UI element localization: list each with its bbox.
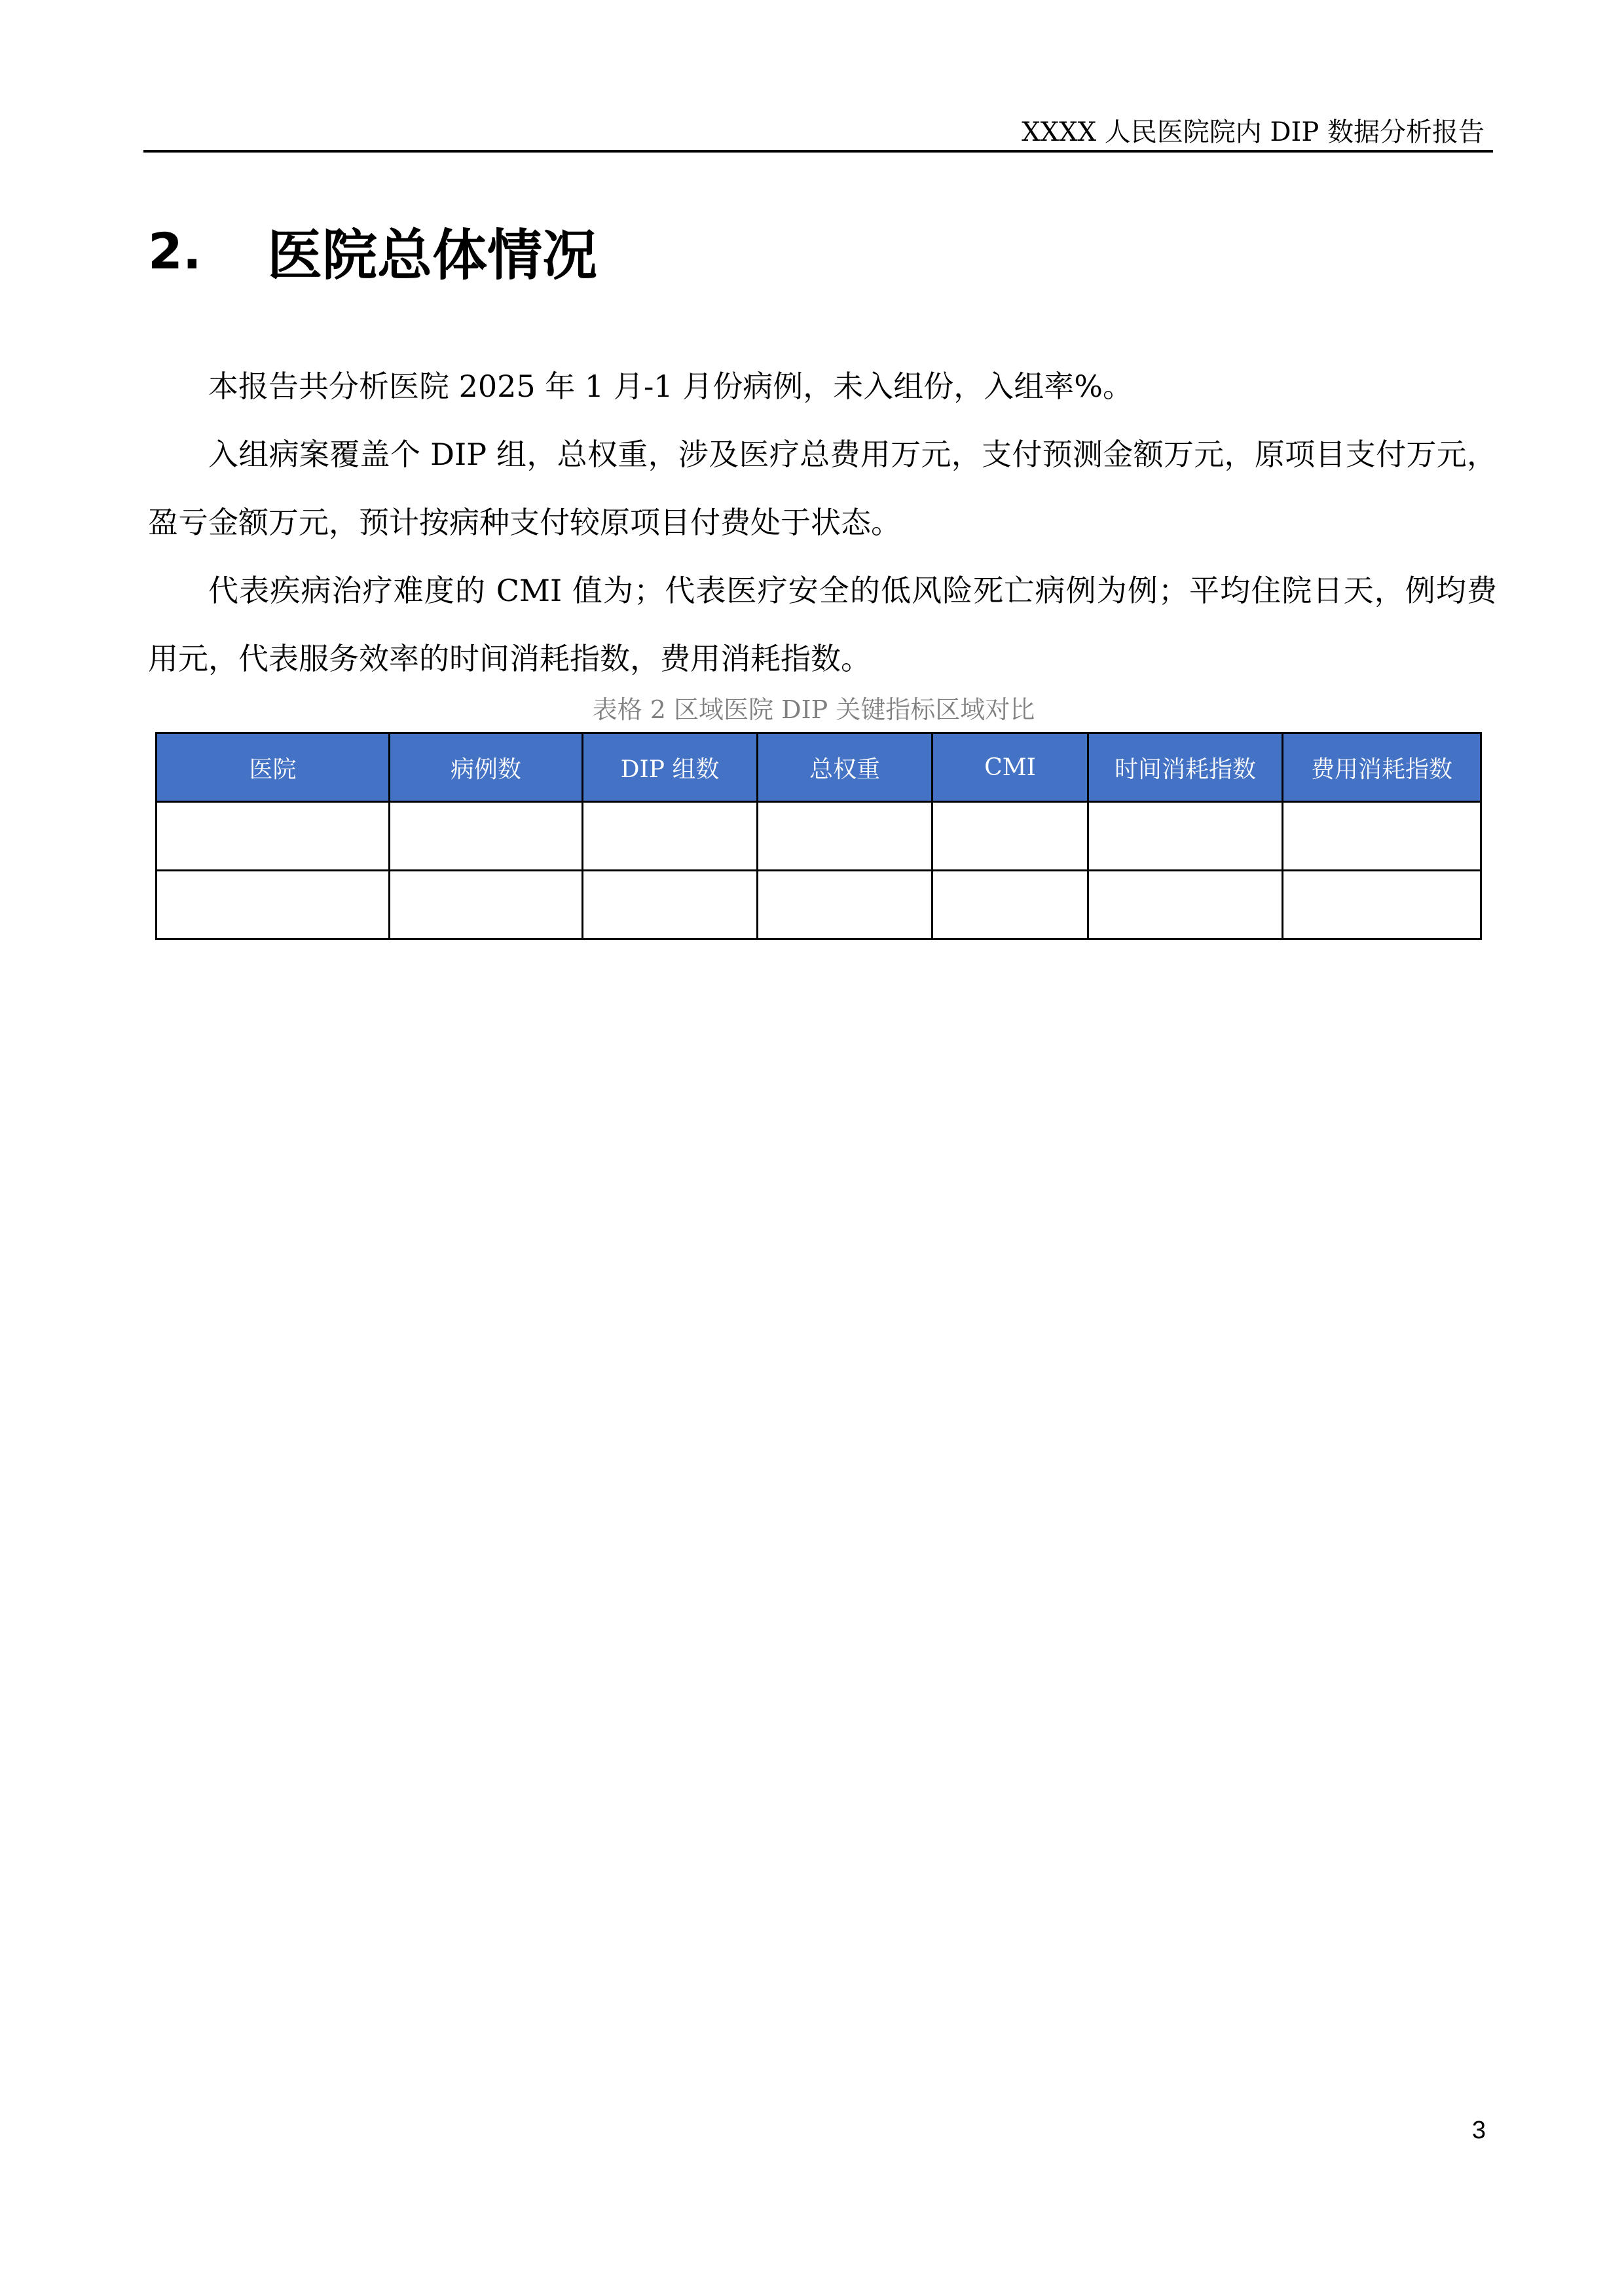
column-header-cmi: CMI xyxy=(932,733,1088,802)
table-cell xyxy=(157,871,390,939)
header-divider xyxy=(143,150,1493,153)
table-cell xyxy=(1088,802,1283,871)
table-row xyxy=(157,802,1481,871)
table-cell xyxy=(1283,871,1481,939)
body-text xyxy=(148,352,1497,693)
paragraph-case-summary: 本报告共分析医院 2025 年 1 月-1 月份病例，未入组份，入组率%。 xyxy=(208,369,1133,404)
page-header-title: XXXX 人民医院院内 DIP 数据分析报告 xyxy=(1022,117,1485,147)
column-header-time-index: 时间消耗指数 xyxy=(1088,733,1283,802)
table-cell xyxy=(932,871,1088,939)
table-row xyxy=(157,871,1481,939)
column-header-hospital: 医院 xyxy=(157,733,390,802)
table-cell xyxy=(758,871,932,939)
table-cell xyxy=(583,871,758,939)
table-caption: 表格 2 区域医院 DIP 关键指标区域对比 xyxy=(592,695,1035,724)
section-number: 2. xyxy=(148,221,202,280)
paragraph-group-coverage: 入组病案覆盖个 DIP 组，总权重，涉及医疗总费用万元，支付预测金额万元，原项目支付万元，盈亏金额万元，预计按病种支付较原项目付费处于状态。 xyxy=(148,437,1497,540)
table-cell xyxy=(932,802,1088,871)
column-header-cost-index: 费用消耗指数 xyxy=(1283,733,1481,802)
page-number: 3 xyxy=(1471,2117,1486,2144)
table-cell xyxy=(390,802,583,871)
table-header-row xyxy=(157,733,1481,802)
table-cell xyxy=(758,802,932,871)
column-header-case-count: 病例数 xyxy=(390,733,583,802)
table-cell xyxy=(1283,802,1481,871)
table-cell xyxy=(583,802,758,871)
table-cell xyxy=(1088,871,1283,939)
dip-comparison-table xyxy=(155,732,1482,940)
column-header-total-weight: 总权重 xyxy=(758,733,932,802)
table-cell xyxy=(390,871,583,939)
section-heading xyxy=(148,215,597,287)
table-cell xyxy=(157,802,390,871)
section-title: 医院总体情况 xyxy=(267,223,598,287)
column-header-dip-group-count: DIP 组数 xyxy=(583,733,758,802)
paragraph-key-indicators: 代表疾病治疗难度的 CMI 值为；代表医疗安全的低风险死亡病例为例；平均住院日天，例均费用元，代表服务效率的时间消耗指数，费用消耗指数。 xyxy=(148,573,1497,676)
